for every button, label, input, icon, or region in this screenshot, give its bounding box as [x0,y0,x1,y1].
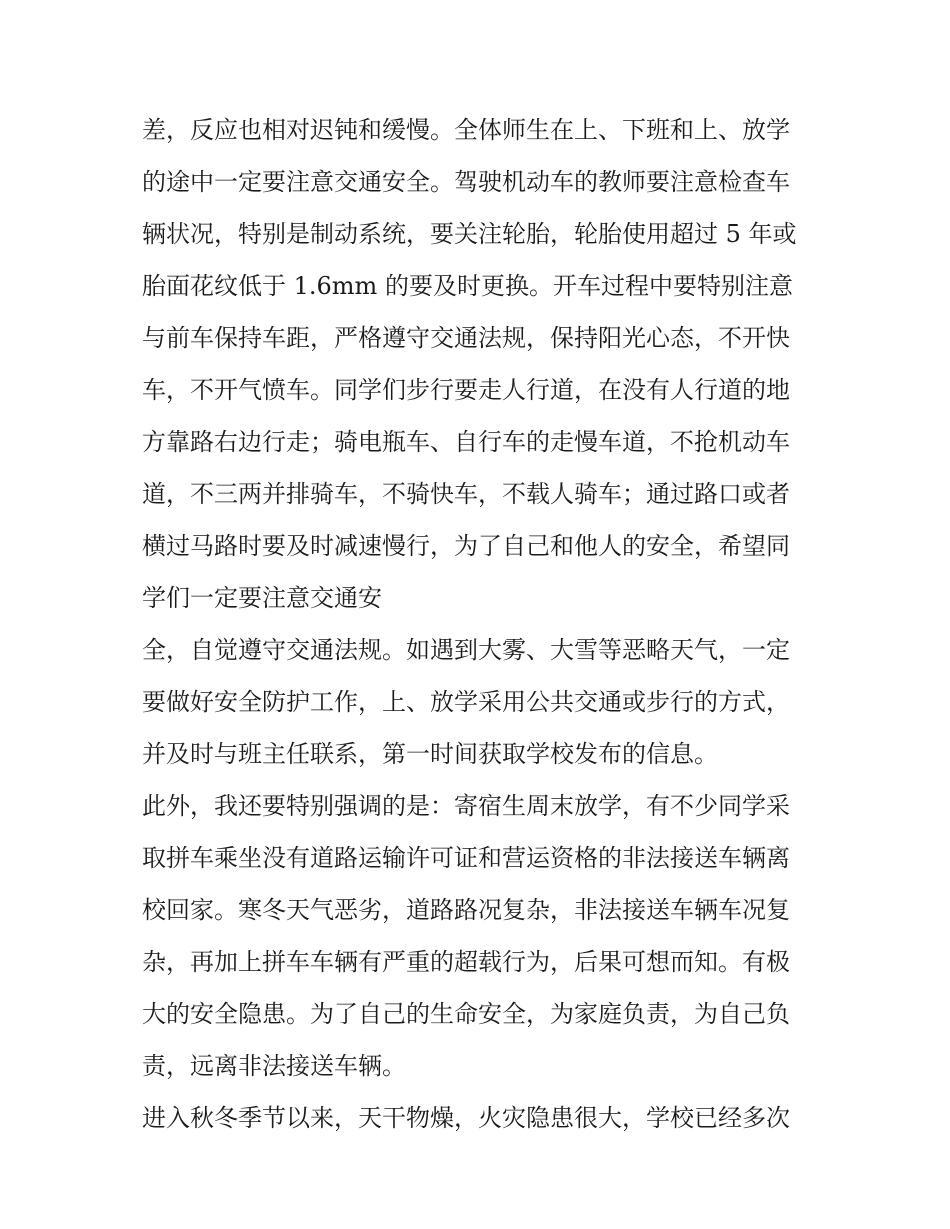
text-line: 责，远离非法接送车辆。 [142,1052,406,1080]
text-line: 差，反应也相对迟钝和缓慢。全体师生在上、下班和上、放学 [142,116,790,144]
text-line: 全，自觉遵守交通法规。如遇到大雾、大雪等恶略天气，一定 [142,636,790,664]
text-line: 要做好安全防护工作，上、放学采用公共交通或步行的方式， [142,688,790,716]
text-line: 的途中一定要注意交通安全。驾驶机动车的教师要注意检查车 [142,168,790,196]
text-line: 取拼车乘坐没有道路运输许可证和营运资格的非法接送车辆离 [142,844,790,872]
text-line: 此外，我还要特别强调的是：寄宿生周末放学，有不少同学采 [142,792,790,820]
text-line: 车，不开气愤车。同学们步行要走人行道，在没有人行道的地 [142,376,790,404]
text-line: 杂，再加上拼车车辆有严重的超载行为，后果可想而知。有极 [142,948,790,976]
text-line: 与前车保持车距，严格遵守交通法规，保持阳光心态，不开快 [142,324,790,352]
text-line: 学们一定要注意交通安 [142,584,382,612]
text-line: 辆状况，特别是制动系统，要关注轮胎，轮胎使用超过 5 年或 [142,220,797,248]
text-line: 胎面花纹低于 1.6mm 的要及时更换。开车过程中要特别注意 [142,272,793,300]
text-line: 并及时与班主任联系，第一时间获取学校发布的信息。 [142,740,718,768]
document-body [142,104,822,1144]
text-line: 进入秋冬季节以来，天干物燥，火灾隐患很大，学校已经多次 [142,1104,790,1132]
text-line: 校回家。寒冬天气恶劣，道路路况复杂，非法接送车辆车况复 [142,896,790,924]
text-line: 大的安全隐患。为了自己的生命安全，为家庭负责，为自己负 [142,1000,790,1028]
text-line: 道，不三两并排骑车，不骑快车，不载人骑车；通过路口或者 [142,480,790,508]
text-line: 横过马路时要及时减速慢行，为了自己和他人的安全，希望同 [142,532,790,560]
text-line: 方靠路右边行走；骑电瓶车、自行车的走慢车道，不抢机动车 [142,428,790,456]
